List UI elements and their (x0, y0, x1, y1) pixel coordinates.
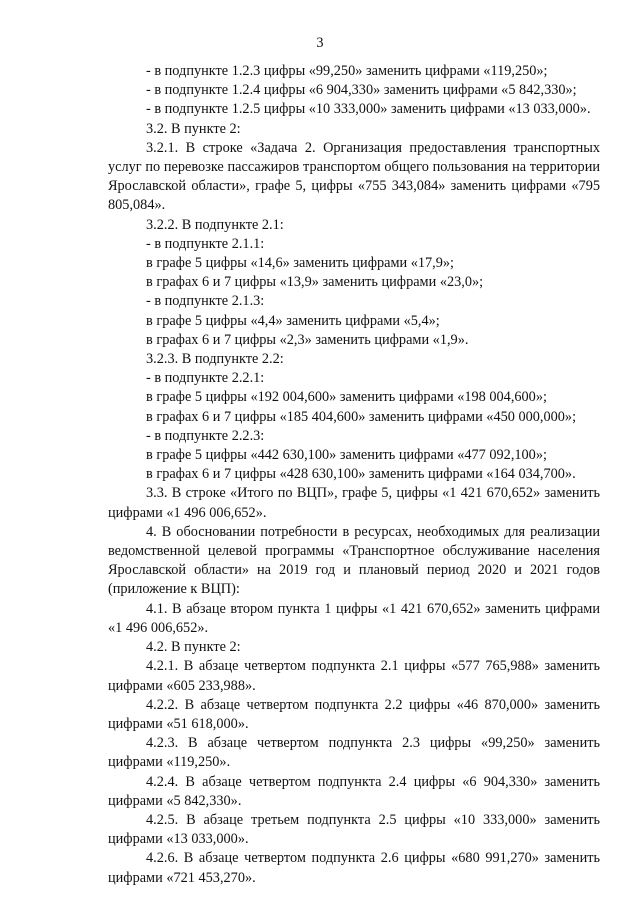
paragraph-23: 4.2. В пункте 2: (146, 639, 241, 656)
paragraph-11: в графе 5 цифры «4,4» заменить цифрами «5,4»; (146, 312, 440, 329)
paragraph-18: в графе 5 цифры «442 630,100» заменить цифрами «477 092,100»; (146, 447, 547, 464)
paragraph-3: - в подпункте 1.2.5 цифры «10 333,000» заменить цифрами «13 033,000». (146, 101, 591, 118)
paragraph-21: 4. В обосновании потребности в ресурсах, необходимых для реализации ведомственной целевой программы «Транспортное обслуживание населения Ярославской области» на 2019 год и плановый период 2020 и 2021 годов (приложение к ВЦП): (108, 523, 600, 598)
paragraph-19: в графах 6 и 7 цифры «428 630,100» заменить цифрами «164 034,700». (146, 466, 576, 483)
paragraph-17: - в подпункте 2.2.3: (146, 427, 265, 444)
paragraph-13: 3.2.3. В подпункте 2.2: (146, 351, 284, 368)
paragraph-22: 4.1. В абзаце втором пункта 1 цифры «1 421 670,652» заменить цифрами «1 496 006,652». (108, 600, 600, 636)
paragraph-7: - в подпункте 2.1.1: (146, 235, 265, 252)
paragraph-9: в графах 6 и 7 цифры «13,9» заменить цифрами «23,0»; (146, 274, 484, 291)
document-body (108, 62, 600, 888)
paragraph-25: 4.2.2. В абзаце четвертом подпункта 2.2 цифры «46 870,000» заменить цифрами «51 618,000». (108, 696, 600, 732)
paragraph-16: в графах 6 и 7 цифры «185 404,600» заменить цифрами «450 000,000»; (146, 408, 577, 425)
paragraph-10: - в подпункте 2.1.3: (146, 293, 265, 310)
paragraph-15: в графе 5 цифры «192 004,600» заменить цифрами «198 004,600»; (146, 389, 547, 406)
paragraph-6: 3.2.2. В подпункте 2.1: (146, 216, 284, 233)
paragraph-4: 3.2. В пункте 2: (146, 120, 241, 137)
paragraph-29: 4.2.6. В абзаце четвертом подпункта 2.6 цифры «680 991,270» заменить цифрами «721 453,270». (108, 850, 600, 886)
paragraph-20: 3.3. В строке «Итого по ВЦП», графе 5, цифры «1 421 670,652» заменить цифрами «1 496 006,652». (108, 485, 600, 521)
page-number: 3 (316, 35, 324, 51)
paragraph-2: - в подпункте 1.2.4 цифры «6 904,330» заменить цифрами «5 842,330»; (146, 82, 577, 99)
paragraph-12: в графах 6 и 7 цифры «2,3» заменить цифрами «1,9». (146, 331, 469, 348)
paragraph-24: 4.2.1. В абзаце четвертом подпункта 2.1 цифры «577 765,988» заменить цифрами «605 233,988». (108, 658, 600, 694)
paragraph-27: 4.2.4. В абзаце четвертом подпункта 2.4 цифры «6 904,330» заменить цифрами «5 842,330». (108, 773, 600, 809)
paragraph-28: 4.2.5. В абзаце третьем подпункта 2.5 цифры «10 333,000» заменить цифрами «13 033,000». (108, 811, 600, 848)
paragraph-14: - в подпункте 2.2.1: (146, 370, 265, 387)
paragraph-1: - в подпункте 1.2.3 цифры «99,250» заменить цифрами «119,250»; (146, 63, 548, 79)
paragraph-26: 4.2.3. В абзаце четвертом подпункта 2.3 цифры «99,250» заменить цифрами «119,250». (108, 735, 600, 771)
paragraph-5: 3.2.1. В строке «Задача 2. Организация предоставления транспортных услуг по перевозке пассажиров транспортом общего пользования на территории Ярославской области», графе 5, цифры «755 343,084» заменить цифрами «795 805,084». (108, 139, 600, 214)
paragraph-8: в графе 5 цифры «14,6» заменить цифрами «17,9»; (146, 255, 455, 272)
